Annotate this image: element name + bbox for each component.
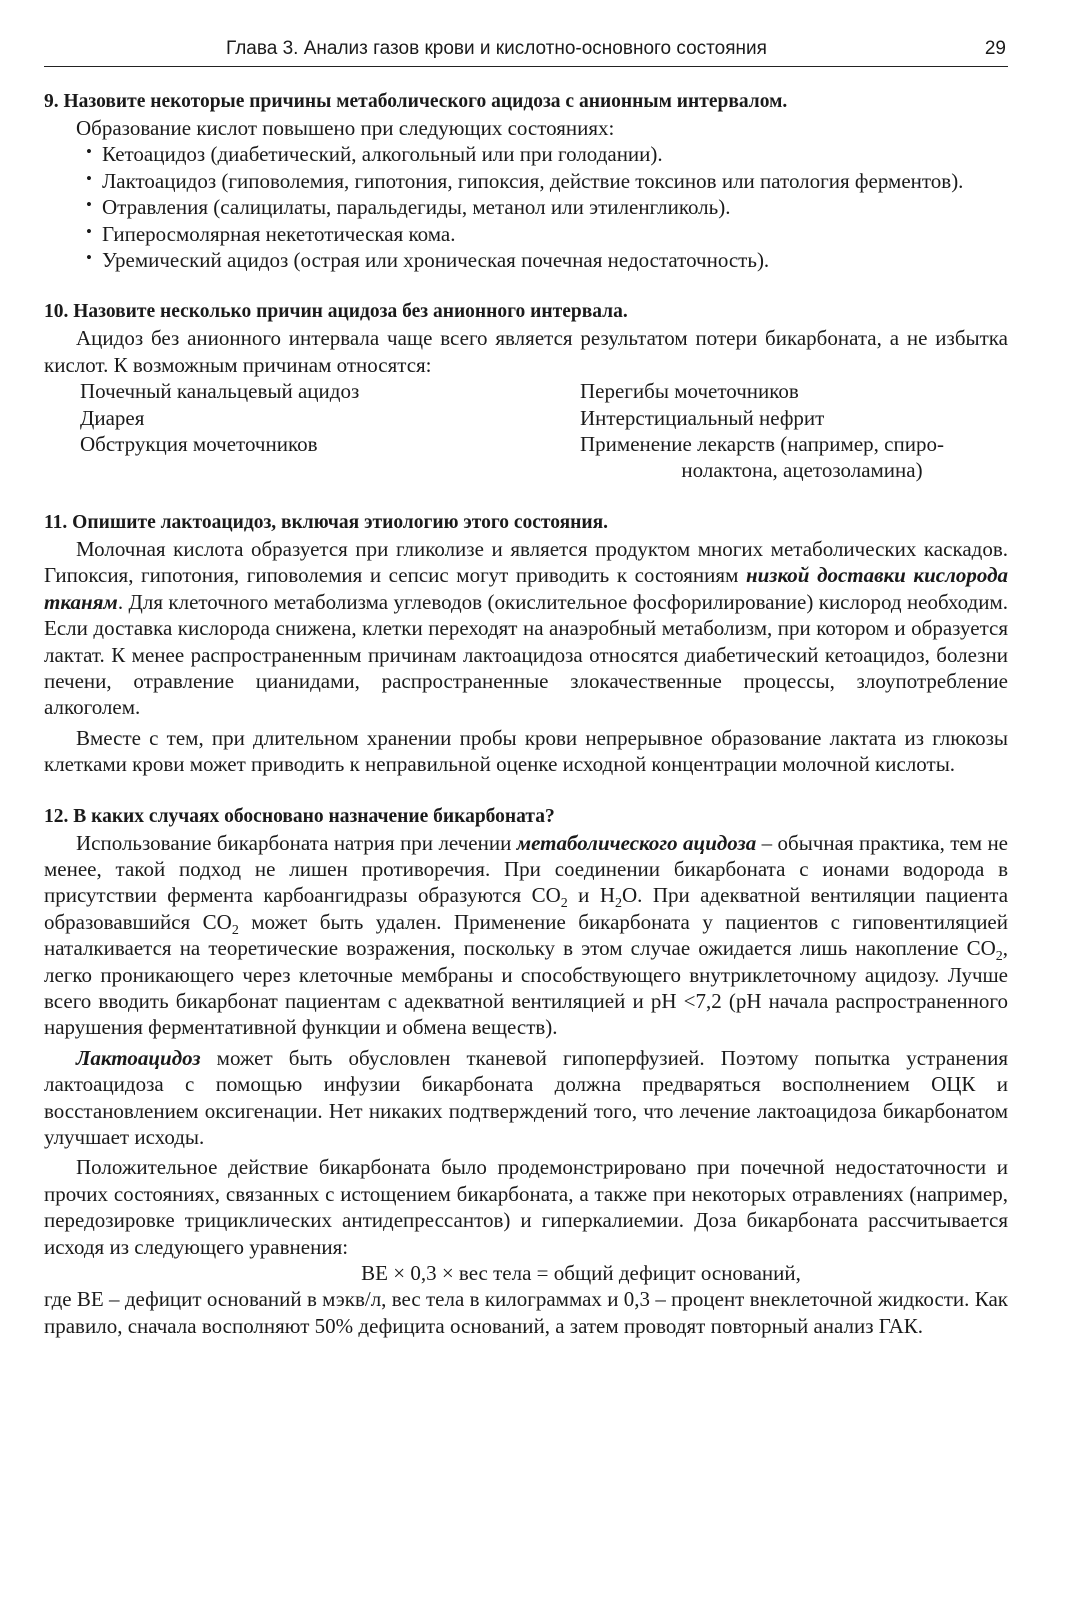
- question-11-paragraph-2: Вместе с тем, при длительном хранении пробы крови непрерывное образование лактата из глюкозы клетками крови может приводить к неправильной оценке исходной концентрации молочной кислоты.: [44, 725, 1008, 777]
- question-12-paragraph-1: Использование бикарбоната натрия при лечении метаболического ацидоза – обычная практика, тем не менее, такой подход не лишен противоречия. При соединении бикарбоната с ионами водорода в присутствии фермента карбоангидразы образуются $CO_2$ и $H_2O$. При адекватной вентиляции пациента образовавшийся $CO_2$ может быть удален. Применение бикарбоната у пациентов с гиповентиляцией наталкивается на теоретические возражения, поскольку в этом случае ожидается лишь накопление $CO_2$, легко проникающего через клеточные мембраны и способствующего внутриклеточному ацидозу. Лучше всего вводить бикарбонат пациентам с адекватной вентиляцией и pH <7,2 (pH начала распространенного нарушения ферментативной функции и обмена веществ).: [44, 830, 1009, 1040]
- cause-item: Почечный канальцевый ацидоз: [80, 379, 360, 404]
- question-10-intro: Ацидоз без анионного интервала чаще всего является результатом потери бикарбоната, а не избытка кислот. К возможным причинам относятся:: [44, 326, 1008, 377]
- bullet-icon: •: [86, 248, 92, 268]
- list-item: • Уремический ацидоз (острая или хроническая почечная недостаточность).: [44, 247, 1008, 273]
- question-12-paragraph-4: где BE – дефицит оснований в мэкв/л, вес тела в килограммах и 0,3 – процент внеклеточной жидкости. Как правило, сначала восполняют 50% дефицита оснований, а затем проводят повторный анализ ГАК.: [44, 1287, 1008, 1338]
- page-number: 29: [984, 38, 1006, 59]
- cause-item: Перегибы мочеточников: [580, 379, 799, 404]
- cause-item: Диарея: [80, 405, 145, 430]
- question-9-heading: 9. Назовите некоторые причины метаболического ацидоза с анионным интервалом.: [44, 91, 788, 112]
- question-12-paragraph-2: Лактоацидоз может быть обусловлен тканевой гипоперфузией. Поэтому попытка устранения лактоацидоза с помощью инфузии бикарбоната должна предваряться восполнением ОЦК и восстановлением оксигенации. Нет никаких подтверждений того, что лечение лактоацидоза бикарбонатом улучшает исходы.: [44, 1045, 1008, 1149]
- question-10-heading: 10. Назовите несколько причин ацидоза без анионного интервала.: [44, 301, 628, 323]
- question-9-list: [44, 141, 1008, 273]
- causes-two-column-list: [80, 378, 1008, 484]
- bullet-icon: •: [86, 168, 92, 188]
- chapter-title: Глава 3. Анализ газов крови и кислотно-основного состояния: [226, 38, 767, 59]
- question-12-heading: 12. В каких случаях обосновано назначение бикарбоната?: [44, 805, 555, 827]
- question-11-paragraph-1: Молочная кислота образуется при гликолизе и является продуктом многих метаболических каскадов. Гипоксия, гипотония, гиповолемия и сепсис могут приводить к состояниям низкой доставки кислорода тканям. Для клеточного метаболизма углеводов (окислительное фосфорилирование) кислород необходим. Если доставка кислорода снижена, клетки переходят на анаэробный метаболизм, при котором и образуется лактат. К менее распространенным причинам лактоацидоза относятся диабетический кетоацидоз, болезни печени, отравление цианидами, распространенные злокачественные процессы, злоупотребление алкоголем.: [44, 536, 1008, 720]
- cause-item: Применение лекарств (например, спиро- нолактона, ацетозоламина): [580, 432, 944, 483]
- question-12: [44, 804, 1008, 1340]
- page: [44, 30, 1008, 1339]
- base-deficit-equation: BE × 0,3 × вес тела = общий дефицит оснований,: [361, 1261, 801, 1286]
- question-11-heading: 11. Опишите лактоацидоз, включая этиологию этого состояния.: [44, 511, 609, 533]
- bullet-icon: •: [86, 142, 92, 162]
- cause-item: Обструкция мочеточников: [80, 432, 318, 457]
- cause-item: Интерстициальный нефрит: [580, 405, 825, 430]
- question-9-intro: Образование кислот повышено при следующих состояниях:: [76, 116, 615, 140]
- emphasis: метаболического ацидоза: [516, 830, 757, 855]
- question-9: [44, 89, 1008, 273]
- list-item: • Лактоацидоз (гиповолемия, гипотония, гипоксия, действие токсинов или патология ферментов).: [44, 168, 1008, 194]
- list-item: • Кетоацидоз (диабетический, алкогольный или при голодании).: [44, 141, 1008, 167]
- emphasis: Лактоацидоз: [76, 1045, 201, 1070]
- emphasis: низкой доставки кислорода тканям: [44, 563, 1008, 614]
- bullet-icon: •: [86, 195, 92, 215]
- question-10: [44, 299, 1008, 483]
- question-12-paragraph-3: Положительное действие бикарбоната было продемонстрировано при почечной недостаточности и прочих состояниях, связанных с истощением бикарбоната, а также при некоторых отравлениях (например, передозировке трициклических антидепрессантов) и гиперкалиемии. Доза бикарбоната рассчитывается исходя из следующего уравнения:: [44, 1155, 1008, 1259]
- list-item: • Гиперосмолярная некетотическая кома.: [44, 221, 1008, 247]
- list-item: • Отравления (салицилаты, паральдегиды, метанол или этиленгликоль).: [44, 194, 1008, 220]
- question-11: [44, 510, 1008, 778]
- bullet-icon: •: [86, 221, 92, 241]
- running-header: [44, 30, 1008, 67]
